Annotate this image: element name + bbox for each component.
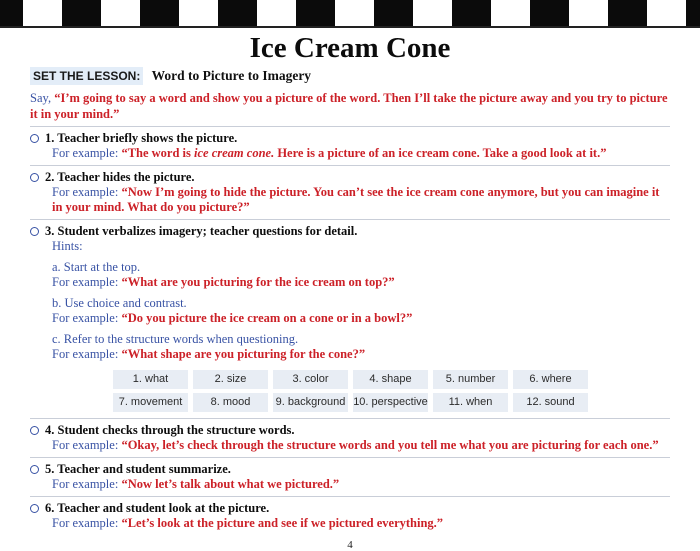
circle-bullet-icon (30, 173, 39, 182)
for-example-label: For example: (52, 438, 119, 452)
example-line (52, 516, 670, 531)
for-example-label: For example: (52, 347, 119, 361)
step-2 (30, 170, 670, 215)
structure-word-cell: 11. when (433, 393, 508, 412)
circle-bullet-icon (30, 426, 39, 435)
hint-b (52, 296, 670, 326)
hint-text: b. Use choice and contrast. (52, 296, 187, 310)
example-line (52, 347, 670, 362)
example-line (52, 438, 670, 453)
example-quote: “The word is ice cream cone. Here is a picture of an ice cream cone. Take a good look at it.” (121, 146, 607, 160)
step-title: 6. Teacher and student look at the picture. (45, 501, 270, 515)
hint-a (52, 260, 670, 290)
page-number: 4 (347, 539, 353, 551)
example-quote: “What shape are you picturing for the cone?” (121, 347, 366, 361)
example-quote: “Now I’m going to hide the picture. You can’t see the ice cream cone anymore, but you can imagine it in your mind. What do you picture?” (52, 185, 660, 214)
section-divider (30, 496, 670, 497)
section-divider (30, 457, 670, 458)
example-line (52, 146, 670, 161)
circle-bullet-icon (30, 504, 39, 513)
section-divider (30, 418, 670, 419)
structure-word-cell: 12. sound (513, 393, 588, 412)
structure-word-cell: 1. what (113, 370, 188, 389)
hint-text: c. Refer to the structure words when questioning. (52, 332, 299, 346)
for-example-label: For example: (52, 146, 119, 160)
step-1-title-row (30, 131, 670, 146)
example-line (52, 275, 670, 290)
checkered-top-border (0, 0, 700, 28)
example-quote: “Okay, let’s check through the structure words and you tell me what you are picturing for each one.” (121, 438, 659, 452)
example-quote: “Now let’s talk about what we pictured.” (121, 477, 340, 491)
step-6 (30, 501, 670, 531)
step-3 (30, 224, 670, 412)
step-5-title-row (30, 462, 670, 477)
say-line (30, 90, 670, 122)
step-6-title-row (30, 501, 670, 516)
step-2-title-row (30, 170, 670, 185)
step-title: 4. Student checks through the structure words. (45, 423, 295, 437)
for-example-label: For example: (52, 477, 119, 491)
example-line (52, 477, 670, 492)
say-quote: “I’m going to say a word and show you a picture of the word. Then I’ll take the picture away and you try to picture it in your mind.” (30, 91, 668, 121)
structure-word-cell: 2. size (193, 370, 268, 389)
page-title: Ice Cream Cone (249, 32, 451, 64)
structure-word-cell: 9. background (273, 393, 348, 412)
structure-word-cell: 6. where (513, 370, 588, 389)
page-content (0, 34, 700, 551)
for-example-label: For example: (52, 311, 119, 325)
section-divider (30, 126, 670, 127)
say-prefix: Say, (30, 91, 52, 105)
step-title: 5. Teacher and student summarize. (45, 462, 231, 476)
structure-words-table (113, 370, 670, 412)
for-example-label: For example: (52, 185, 119, 199)
hint-c (52, 332, 670, 362)
for-example-label: For example: (52, 275, 119, 289)
step-4-title-row (30, 423, 670, 438)
set-the-lesson-value: Word to Picture to Imagery (151, 68, 312, 83)
set-the-lesson-row (30, 68, 670, 84)
for-example-label: For example: (52, 516, 119, 530)
example-quote: “What are you picturing for the ice cream on top?” (121, 275, 395, 289)
structure-word-cell: 3. color (273, 370, 348, 389)
structure-word-cell: 8. mood (193, 393, 268, 412)
section-divider (30, 165, 670, 166)
step-title: 2. Teacher hides the picture. (45, 170, 195, 184)
structure-word-cell: 7. movement (113, 393, 188, 412)
example-quote: “Do you picture the ice cream on a cone or in a bowl?” (121, 311, 413, 325)
hints-label: Hints: (52, 239, 83, 253)
step-5 (30, 462, 670, 492)
step-title: 1. Teacher briefly shows the picture. (45, 131, 238, 145)
step-title: 3. Student verbalizes imagery; teacher questions for detail. (45, 224, 358, 238)
structure-word-cell: 4. shape (353, 370, 428, 389)
example-line (52, 311, 670, 326)
structure-word-cell: 10. perspective (353, 393, 428, 412)
circle-bullet-icon (30, 134, 39, 143)
step-3-title-row (30, 224, 670, 239)
circle-bullet-icon (30, 465, 39, 474)
hint-text: a. Start at the top. (52, 260, 141, 274)
section-divider (30, 219, 670, 220)
example-quote: “Let’s look at the picture and see if we pictured everything.” (121, 516, 444, 530)
step-1 (30, 131, 670, 161)
example-line (52, 185, 670, 215)
circle-bullet-icon (30, 227, 39, 236)
structure-word-cell: 5. number (433, 370, 508, 389)
step-4 (30, 423, 670, 453)
set-the-lesson-label: SET THE LESSON: (30, 67, 143, 85)
